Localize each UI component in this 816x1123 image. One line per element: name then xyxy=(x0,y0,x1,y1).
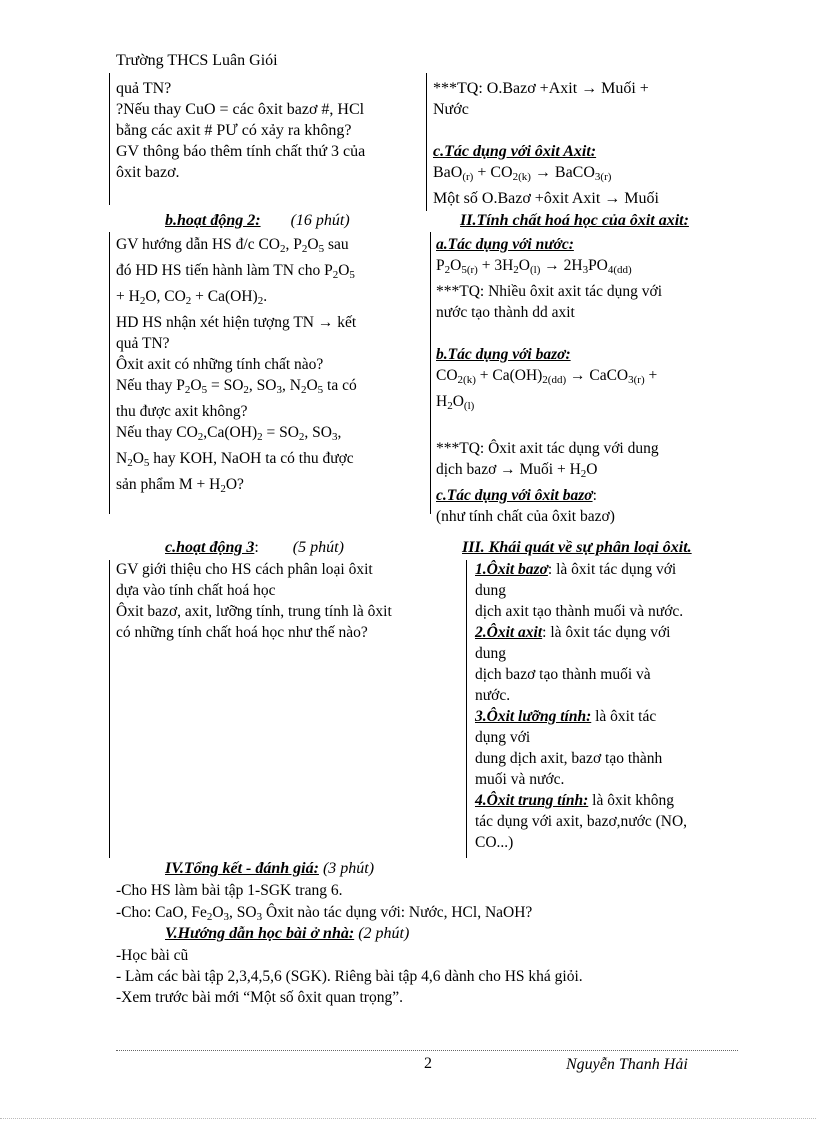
text-line: Ôxit axit có những tính chất nào? xyxy=(116,356,324,373)
text-line: dung dịch axit, bazơ tạo thành xyxy=(475,750,663,767)
text-line: muối và nước. xyxy=(475,771,565,788)
block2-right-column xyxy=(436,234,746,527)
text-line: dựa vào tính chất hoá học xyxy=(116,582,276,599)
summary-line: nước tạo thành dd axit xyxy=(436,304,575,321)
block5-content xyxy=(116,945,776,1008)
equation: $BaO_{(r)} + CO_{2(k)}$ → BaCO$_{3(r)}$ xyxy=(433,164,612,183)
text-line: Ôxit bazơ, axit, lưỡng tính, trung tính là ôxit xyxy=(116,603,392,620)
classification-item: 3.Ôxit lưỡng tính: là ôxit tác xyxy=(475,708,657,725)
text-line: GV hướng dẫn HS đ/c $CO_2$, $P_2O_5$ sau xyxy=(116,236,349,255)
text-line: Nếu thay $P_2O_5 = SO_2$, $SO_3$, $N_2O_5$ ta có xyxy=(116,377,357,396)
text-line: + $H_2O$, $CO_2 + Ca(OH)_2$. xyxy=(116,288,268,307)
text-line: có những tính chất hoá học như thế nào? xyxy=(116,624,368,641)
text-line: dung xyxy=(475,645,506,662)
text-line: dịch axit tạo thành muối và nước. xyxy=(475,603,684,620)
section-ii-heading: II.Tính chất hoá học của ôxit axit: xyxy=(460,212,689,229)
text-line: quả TN? xyxy=(116,80,172,97)
table-divider xyxy=(426,73,427,211)
section-heading: a.Tác dụng với nước: xyxy=(436,236,574,253)
text-line: -Cho HS làm bài tập 1-SGK trang 6. xyxy=(116,882,343,899)
text-line: sản phẩm $M + H_2O$? xyxy=(116,476,244,495)
text-line: bằng các axit # PƯ có xảy ra không? xyxy=(116,122,352,139)
equation: $H_2O_{(l)}$ xyxy=(436,393,475,412)
text-line: GV giới thiệu cho HS cách phân loại ôxit xyxy=(116,561,373,578)
text-line: ôxit bazơ. xyxy=(116,164,180,181)
section-iii-heading: III. Khái quát về sự phân loại ôxit. xyxy=(462,539,692,556)
text-line: đó HD HS tiến hành làm TN cho $P_2O_5$ xyxy=(116,262,355,281)
page-edge-rule xyxy=(0,1118,816,1119)
text-line: ?Nếu thay CuO = các ôxit bazơ #, HCl xyxy=(116,101,365,118)
text-line: Một số O.Bazơ +ôxit Axit → Muối xyxy=(433,190,659,207)
equation: $P_2O_{5(r)} + 3H_2O_{(l)} \to 2H_3PO_{4(dd)}$ xyxy=(436,257,632,276)
activity-2-heading: b.hoạt động 2: (16 phút) xyxy=(165,212,350,229)
footer-rule xyxy=(116,1050,738,1051)
table-divider xyxy=(466,560,467,858)
text-line: HD HS nhận xét hiện tượng TN → kết xyxy=(116,314,357,331)
text-line: Nếu thay $CO_2,Ca(OH)_2 = SO_2$, $SO_3$, xyxy=(116,424,342,443)
table-border-left xyxy=(109,73,110,205)
table-border-left xyxy=(109,560,110,858)
classification-item: 1.Ôxit bazơ: là ôxit tác dụng với xyxy=(475,561,677,578)
table-divider xyxy=(430,232,431,514)
text-line: quả TN? xyxy=(116,335,170,352)
author-name: Nguyễn Thanh Hải xyxy=(566,1056,688,1073)
section-heading: c.Tác dụng với ôxit Axit: xyxy=(433,143,597,160)
text-line: dung xyxy=(475,582,506,599)
summary-line: dịch bazơ → Muối + $H_2O$ xyxy=(436,461,598,480)
text-line: -Xem trước bài mới “Một số ôxit quan trọng”. xyxy=(116,989,403,1006)
text-line: $N_2O_5$ hay KOH, NaOH ta có thu được xyxy=(116,450,354,469)
summary-line: Nước xyxy=(433,101,469,118)
summary-line: ***TQ: Ôxit axit tác dụng với dung xyxy=(436,440,659,457)
classification-item: 2.Ôxit axit: là ôxit tác dụng với xyxy=(475,624,671,641)
text-line: thu được axit không? xyxy=(116,403,248,420)
equation: $CO_{2(k)} + Ca(OH)_{2(dd)}$ → CaCO$_{3(r)}$ + xyxy=(436,367,658,386)
text-line: (như tính chất của ôxit bazơ) xyxy=(436,508,615,525)
block2-left-column xyxy=(116,234,426,500)
text-line: tác dụng với axit, bazơ,nước (NO, xyxy=(475,813,688,830)
block1-left-column xyxy=(116,78,421,183)
school-header: Trường THCS Luân Giói xyxy=(116,52,278,69)
summary-line: ***TQ: O.Bazơ +Axit → Muối + xyxy=(433,80,649,97)
text-line: CO...) xyxy=(475,834,514,851)
text-line: -Học bài cũ xyxy=(116,947,189,964)
table-border-left xyxy=(109,232,110,514)
section-v-heading: V.Hướng dẫn học bài ở nhà: (2 phút) xyxy=(165,925,410,942)
section-iv-heading: IV.Tổng kết - đánh giá: (3 phút) xyxy=(165,860,375,877)
activity-3-heading: c.hoạt động 3: (5 phút) xyxy=(165,539,344,556)
section-heading: b.Tác dụng với bazơ: xyxy=(436,346,571,363)
page-number: 2 xyxy=(424,1055,432,1072)
classification-item: 4.Ôxit trung tính: là ôxit không xyxy=(475,792,674,809)
text-line: nước. xyxy=(475,687,511,704)
text-line: -Cho: CaO, $Fe_2O_3$, $SO_3$ Ôxit nào tác dụng với: Nước, HCl, NaOH? xyxy=(116,904,533,923)
section-heading: c.Tác dụng với ôxit bazơ: xyxy=(436,487,597,504)
block1-right-column xyxy=(433,78,743,209)
block3-left-column xyxy=(116,559,461,643)
text-line: dụng với xyxy=(475,729,531,746)
block3-right-column xyxy=(475,559,750,853)
text-line: - Làm các bài tập 2,3,4,5,6 (SGK). Riêng bài tập 4,6 dành cho HS khá giỏi. xyxy=(116,968,583,985)
text-line: dịch bazơ tạo thành muối và xyxy=(475,666,651,683)
text-line: GV thông báo thêm tính chất thứ 3 của xyxy=(116,143,366,160)
summary-line: ***TQ: Nhiều ôxit axit tác dụng với xyxy=(436,283,663,300)
block4-content xyxy=(116,880,776,928)
